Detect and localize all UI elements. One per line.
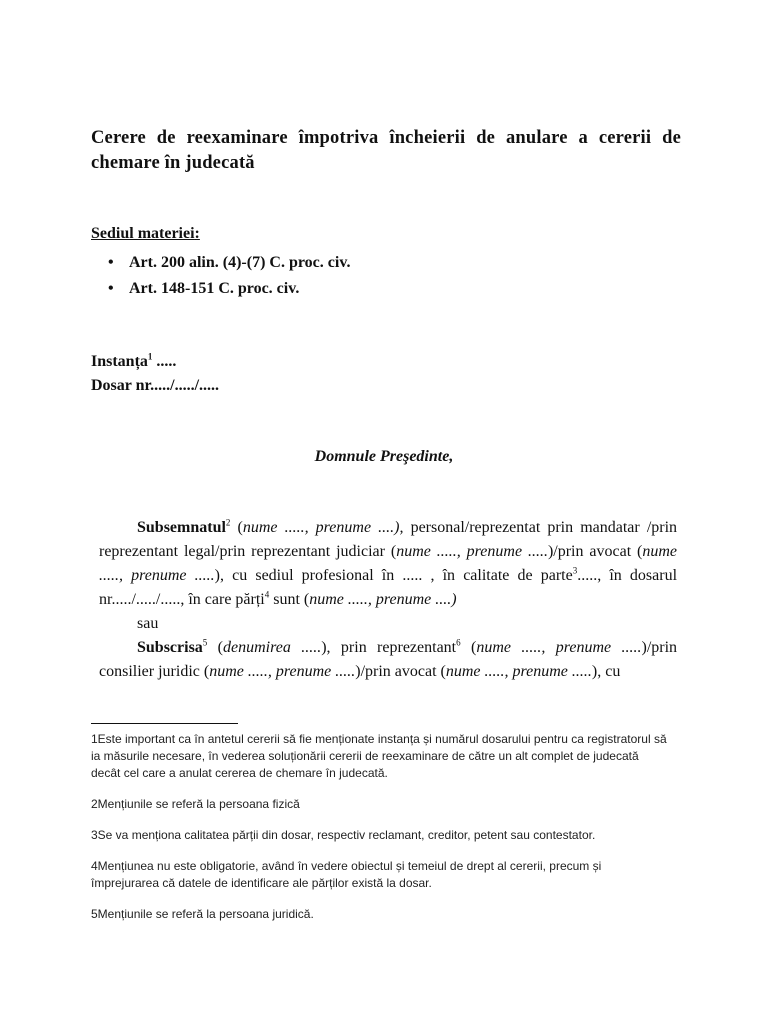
placeholder-prenume: prenume ....) [371, 591, 457, 608]
instanta-line [91, 350, 219, 374]
text-run: ( [460, 639, 477, 656]
footnote-1: 1Este important ca în antetul cererii să fie menționate instanța și numărul dosarului pentru ca registratorul să ia măsurile necesare, în vederea soluționării cererii de reexaminare de către un alt complet de judecată decât cel care a anulat cererea de chemare în judecată. [91, 732, 667, 780]
placeholder-nume: nume ....., [445, 663, 509, 680]
petition-body [99, 516, 677, 684]
placeholder-nume: nume ....., [99, 543, 678, 584]
petitioner-company-paragraph [99, 636, 677, 684]
footnote-3: 3Se va menționa calitatea părții din dosar, respectiv reclamant, creditor, petent sau contestator. [91, 828, 596, 842]
legal-basis-item: • Art. 200 alin. (4)-(7) C. proc. civ. [108, 250, 350, 276]
text-run: ), cu sediul profesional în ..... , în calitate de parte [214, 567, 573, 584]
text-run: ( [207, 639, 223, 656]
placeholder-prenume: prenume ..... [123, 567, 215, 584]
subsemnatul-label: Subsemnatul [137, 519, 226, 536]
footnote-ref-4: 4 [264, 589, 270, 600]
placeholder-nume: nume ....., [396, 543, 461, 560]
sediu-heading-colon: : [194, 225, 200, 242]
text-run: ....., în dosarul nr...../...../....., în care părți [99, 567, 678, 608]
footnote-ref-1: 1 [147, 351, 153, 362]
footnote-ref-2: 2 [225, 517, 231, 528]
text-run: sunt ( [269, 591, 310, 608]
instanta-value: ..... [152, 353, 177, 370]
subscrisa-label: Subscrisa [137, 639, 203, 656]
legal-basis-list [108, 250, 350, 302]
text-run: ), prin reprezentant [321, 639, 457, 656]
instanta-label: Instanța [91, 353, 148, 370]
text-run: ), cu [591, 663, 621, 680]
placeholder-prenume: prenume ..... [508, 663, 592, 680]
sediu-heading-text: Sediul materiei [91, 225, 195, 242]
placeholder-denumirea: denumirea ..... [223, 639, 322, 656]
footnote-4: 4Mențiunea nu este obligatorie, având în vedere obiectul și temeiul de drept al cererii, precum și împrejurarea că datele de identificare ale părților există la dosar. [91, 859, 602, 890]
footnote-5: 5Mențiunile se referă la persoana juridică. [91, 907, 314, 921]
text-run: )/prin avocat ( [547, 543, 643, 560]
legal-basis-item: • Art. 148-151 C. proc. civ. [108, 276, 350, 302]
sau-separator: sau [137, 615, 159, 632]
address-line: Domnule Preşedinte, [314, 448, 454, 465]
placeholder-prenume: prenume ..... [460, 543, 548, 560]
text-run: ( [230, 519, 243, 536]
footnote-separator [91, 723, 238, 724]
footnote-ref-6: 6 [456, 637, 461, 648]
text-run: personal/reprezentat prin mandatar /prin reprezentant legal/prin reprezentant judiciar ( [99, 519, 678, 560]
footnote-2: 2Mențiunile se referă la persoana fizică [91, 797, 300, 811]
document-title: Cerere de reexaminare împotriva încheierii de anulare a cererii de chemare în judecată [91, 128, 681, 173]
placeholder-nume: nume ....., [242, 519, 309, 536]
footnotes [91, 731, 671, 937]
dosar-line: Dosar nr...../...../..... [91, 377, 220, 394]
petitioner-individual-paragraph [99, 516, 677, 612]
sediu-heading [91, 225, 200, 243]
placeholder-nume: nume ....., [309, 591, 372, 608]
text-run: )/prin consilier juridic ( [99, 639, 678, 680]
case-header [91, 350, 219, 398]
text-run: )/prin avocat ( [355, 663, 446, 680]
placeholder-prenume: prenume ....), [308, 519, 404, 536]
footnote-ref-3: 3 [572, 565, 578, 576]
placeholder-nume: nume ....., [476, 639, 546, 656]
placeholder-nume: nume ....., [209, 663, 272, 680]
footnote-ref-5: 5 [202, 637, 208, 648]
placeholder-prenume: prenume ..... [271, 663, 356, 680]
placeholder-prenume: prenume ..... [545, 639, 642, 656]
